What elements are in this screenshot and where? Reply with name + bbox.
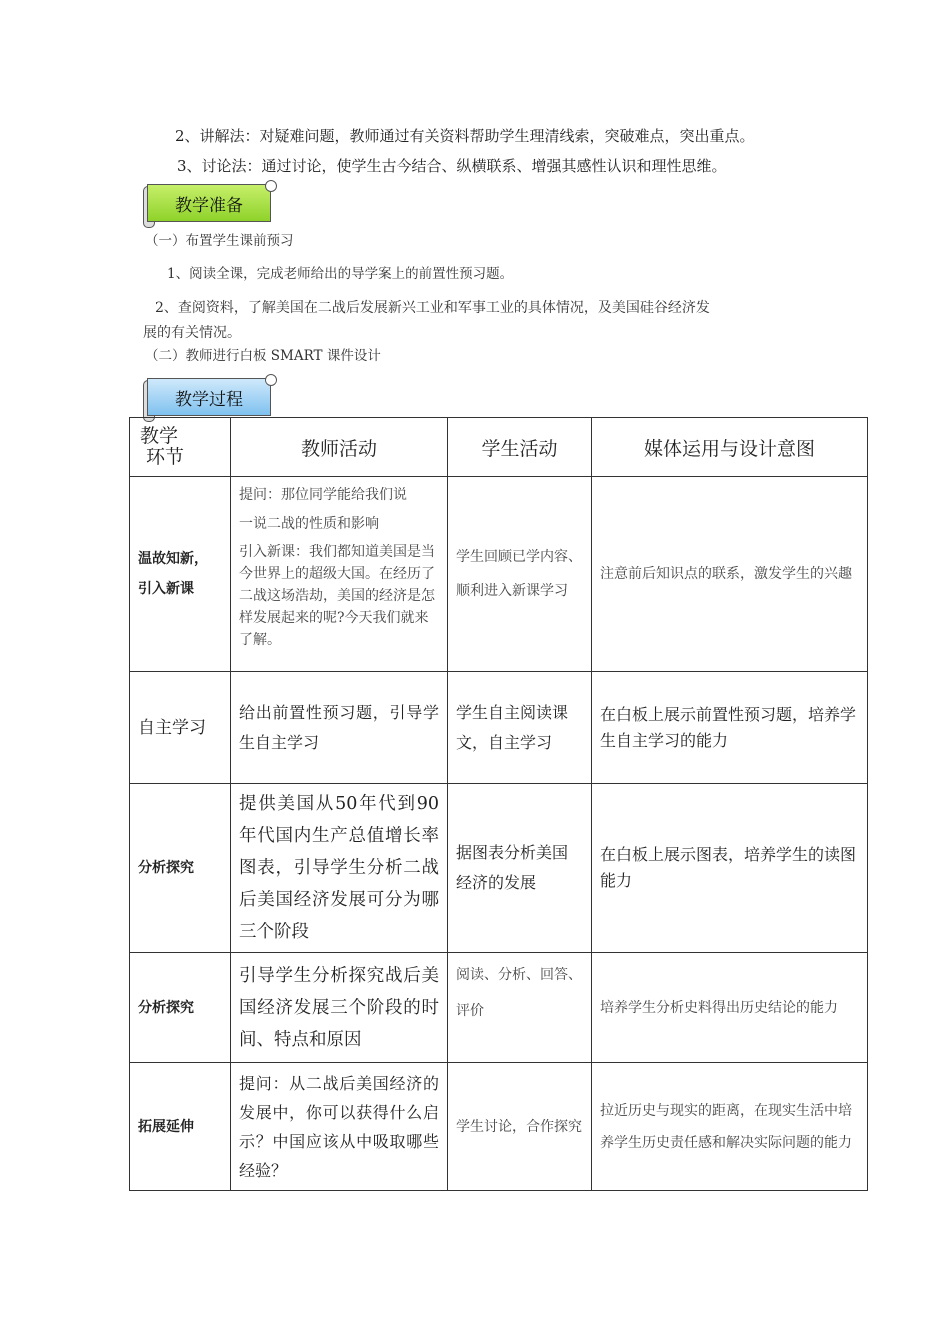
- table-row: [130, 672, 868, 784]
- row-media: 拉近历史与现实的距离，在现实生活中培养学生历史责任感和解决实际问题的能力: [592, 1063, 868, 1191]
- process-banner-label: 教学过程: [147, 378, 271, 416]
- prep-banner: [143, 184, 275, 226]
- table-row: [130, 477, 868, 672]
- header-media: 媒体运用与设计意图: [592, 418, 868, 477]
- row-media: 在白板上展示图表，培养学生的读图能力: [592, 784, 868, 953]
- row-teacher: 提问：从二战后美国经济的发展中，你可以获得什么启示？中国应该从中吸取哪些经验？: [231, 1063, 448, 1191]
- row-stage: 拓展延伸: [130, 1063, 231, 1191]
- table-row: [130, 953, 868, 1063]
- process-banner: [143, 378, 275, 420]
- row-stage: [130, 477, 231, 672]
- row-teacher: 给出前置性预习题，引导学生自主学习: [231, 672, 448, 784]
- header-student: 学生活动: [448, 418, 592, 477]
- teacher-question-line-1: 提问：那位同学能给我们说: [239, 487, 407, 503]
- prep-item-2-line-2: 展的有关情况。: [143, 325, 241, 341]
- scroll-curl-icon: [265, 374, 277, 386]
- row-stage-line-1: 温故知新，: [138, 551, 208, 567]
- row-student: 学生回顾已学内容、顺利进入新课学习: [448, 477, 592, 672]
- scroll-curl-icon: [265, 180, 277, 192]
- row-student: 学生讨论，合作探究: [448, 1063, 592, 1191]
- intro-line-2: 2、讲解法：对疑难问题，教师通过有关资料帮助学生理清线索，突破难点，突出重点。: [175, 127, 755, 145]
- teacher-intro-text: 引入新课：我们都知道美国是当今世界上的超级大国。在经历了二战这场浩劫，美国的经济是怎样发展起来的呢?今天我们就来了解。: [239, 544, 435, 648]
- header-stage: [130, 418, 231, 477]
- prep-section-1-title: （一）布置学生课前预习: [145, 233, 294, 249]
- row-teacher: 引导学生分析探究战后美国经济发展三个阶段的时间、特点和原因: [231, 953, 448, 1063]
- row-stage: 自主学习: [130, 672, 231, 784]
- header-stage-line-2: 环节: [146, 446, 185, 468]
- prep-banner-label: 教学准备: [147, 184, 271, 222]
- row-media: 培养学生分析史料得出历史结论的能力: [592, 953, 868, 1063]
- row-teacher: [231, 477, 448, 672]
- teaching-process-table: [129, 417, 868, 1191]
- teacher-question-line-2: 一说二战的性质和影响: [239, 516, 379, 532]
- prep-item-1: 1、阅读全课，完成老师给出的导学案上的前置性预习题。: [167, 266, 514, 282]
- row-student: 学生自主阅读课文，自主学习: [448, 672, 592, 784]
- row-media: 在白板上展示前置性预习题，培养学生自主学习的能力: [592, 672, 868, 784]
- row-stage-line-2: 引入新课: [138, 581, 194, 597]
- header-stage-line-1: 教学: [140, 425, 179, 447]
- row-stage: 分析探究: [130, 784, 231, 953]
- row-stage: 分析探究: [130, 953, 231, 1063]
- table-row: [130, 1063, 868, 1191]
- row-student: 据图表分析美国经济的发展: [448, 784, 592, 953]
- intro-line-3: 3、讨论法：通过讨论，使学生古今结合、纵横联系、增强其感性认识和理性思维。: [177, 157, 727, 175]
- row-teacher: 提供美国从50年代到90年代国内生产总值增长率图表，引导学生分析二战后美国经济发展可分为哪三个阶段: [231, 784, 448, 953]
- header-teacher: 教师活动: [231, 418, 448, 477]
- table-header-row: [130, 418, 868, 477]
- table-row: [130, 784, 868, 953]
- prep-item-2-line-1: 2、查阅资料，了解美国在二战后发展新兴工业和军事工业的具体情况，及美国硅谷经济发: [155, 300, 710, 316]
- row-media: 注意前后知识点的联系，激发学生的兴趣: [592, 477, 868, 672]
- prep-section-2-title: （二）教师进行白板 SMART 课件设计: [145, 348, 381, 364]
- row-student: 阅读、分析、回答、评价: [448, 953, 592, 1063]
